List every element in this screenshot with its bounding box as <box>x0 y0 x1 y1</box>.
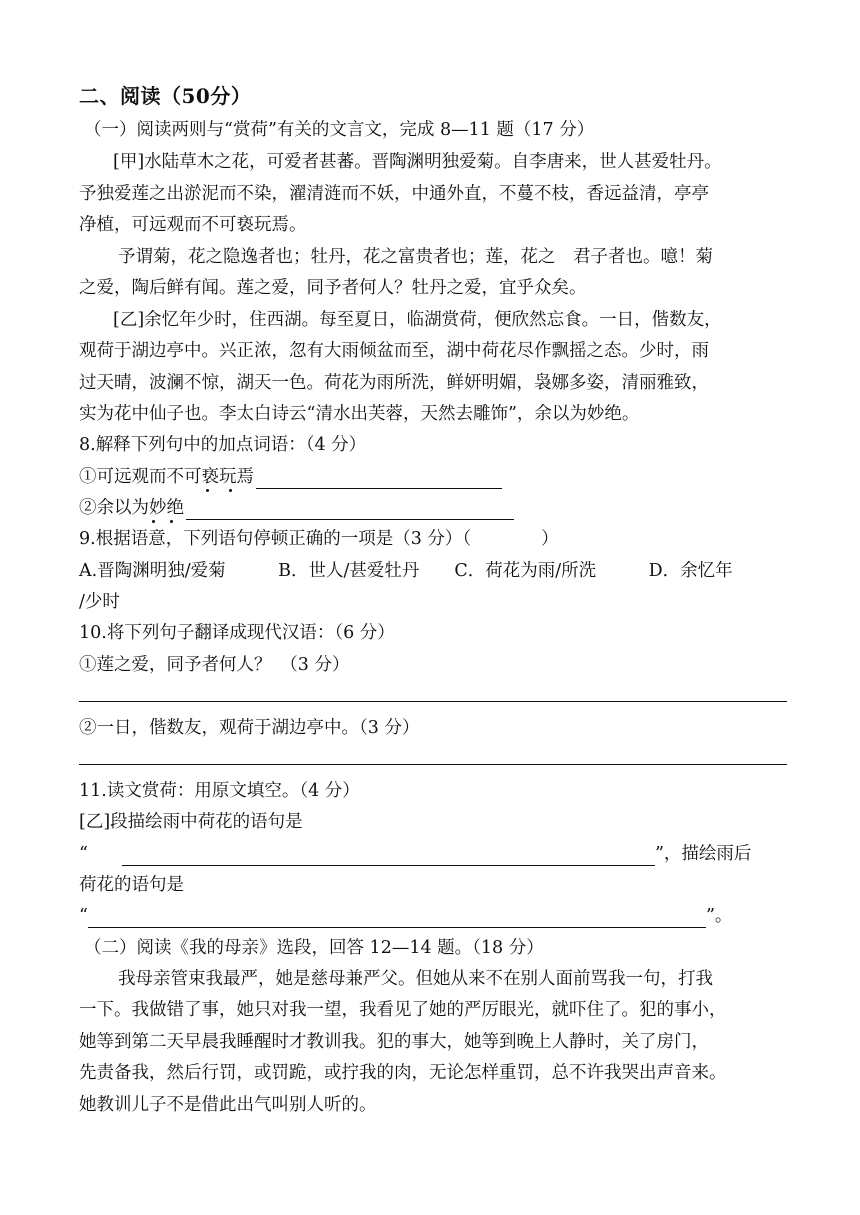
part1-intro: （一）阅读两则与“赏荷”有关的文言文，完成 8—11 题（17 分） <box>84 120 595 140</box>
q11-line-1: [乙]段描绘雨中荷花的语句是 <box>79 812 303 832</box>
q10-answer-a-line[interactable] <box>79 701 787 702</box>
part2-intro: （二）阅读《我的母亲》选段，回答 12—14 题。（18 分） <box>84 938 544 958</box>
open-quote: “ <box>79 844 88 864</box>
mother-line-2: 一下。我做错了事，她只对我一望，我看见了她的严厉眼光，就吓住了。犯的事小， <box>79 1000 727 1020</box>
yi-line-1: [乙]余忆年少时，住西湖。每至夏日，临湖赏荷，便欣然忘食。一日，偕数友， <box>113 310 722 330</box>
q10-item-b: ②一日，偕数友，观荷于湖边亭中。（3 分） <box>79 718 420 738</box>
q8-item-b <box>79 496 514 520</box>
jia-line-2: 予独爱莲之出淤泥而不染，濯清涟而不妖，中通外直，不蔓不枝，香远益清，亭亭 <box>79 184 709 204</box>
open-quote: “ <box>79 906 88 926</box>
q11-line-4-tail: ”。 <box>705 906 733 926</box>
q8-item-a <box>79 465 502 489</box>
yi-line-2: 观荷于湖边亭中。兴正浓，忽有大雨倾盆而至，湖中荷花尽作飘摇之态。少时，雨 <box>79 341 709 361</box>
q10-stem: 10.将下列句子翻译成现代汉语：（6 分） <box>79 623 395 643</box>
q8-stem: 8.解释下列句中的加点词语：（4 分） <box>79 435 367 455</box>
q11-line-2-tail: ”，描绘雨后 <box>654 844 752 864</box>
q11-line-3: 荷花的语句是 <box>79 875 184 895</box>
emphasis-dot <box>206 489 209 492</box>
mother-line-5: 她教训儿子不是借此出气叫别人听的。 <box>79 1095 377 1115</box>
q9-options: A.晋陶渊明独/爱菊 B．世人/甚爱牡丹 C．荷花为雨/所洗 D．余忆年 <box>79 561 733 581</box>
q9-stem: 9.根据语意，下列语句停顿正确的一项是（3 分）（ ） <box>79 529 559 549</box>
jia-line-4: 予谓菊，花之隐逸者也；牡丹，花之富贵者也；莲，花之 君子者也。噫！菊 <box>118 247 713 267</box>
emphasis-dot <box>170 520 173 523</box>
q10-item-a: ①莲之爱，同予者何人？ （3 分） <box>79 655 350 675</box>
yi-line-4: 实为花中仙子也。李太白诗云“清水出芙蓉，天然去雕饰”，余以为妙绝。 <box>79 404 640 424</box>
q11-line-2 <box>79 842 751 866</box>
section-heading: 二、阅读（50分） <box>79 84 252 108</box>
q8-item-b-text: ②余以为妙绝 <box>79 498 184 518</box>
q8-answer-a-blank[interactable] <box>256 470 502 489</box>
q10-answer-b-line[interactable] <box>79 764 787 765</box>
yi-line-3: 过天晴，波澜不惊，湖天一色。荷花为雨所洗，鲜妍明媚，袅娜多姿，清丽雅致， <box>79 373 709 393</box>
emphasis-dot <box>229 489 232 492</box>
q8-item-a-text: ①可远观而不可亵玩焉 <box>79 467 254 487</box>
jia-line-5: 之爱，陶后鲜有闻。莲之爱，同予者何人？牡丹之爱，宜乎众矣。 <box>79 278 587 298</box>
emphasis-dot <box>152 520 155 523</box>
q11-stem: 11.读文赏荷：用原文填空。（4 分） <box>79 781 360 801</box>
q9-options-wrap: /少时 <box>79 592 120 612</box>
q11-answer-2-blank[interactable] <box>88 909 706 928</box>
q8-answer-b-blank[interactable] <box>186 501 514 520</box>
q11-line-4 <box>79 904 732 928</box>
mother-line-1: 我母亲管束我最严，她是慈母兼严父。但她从来不在别人面前骂我一句，打我 <box>118 969 713 989</box>
jia-line-3: 净植，可远观而不可亵玩焉。 <box>79 215 307 235</box>
jia-line-1: [甲]水陆草木之花，可爱者甚蕃。晋陶渊明独爱菊。自李唐来，世人甚爱牡丹。 <box>113 152 722 172</box>
q11-answer-1-blank[interactable] <box>122 847 655 866</box>
mother-line-4: 先责备我，然后行罚，或罚跪，或拧我的肉，无论怎样重罚，总不许我哭出声音来。 <box>79 1063 727 1083</box>
mother-line-3: 她等到第二天早晨我睡醒时才教训我。犯的事大，她等到晚上人静时，关了房门， <box>79 1032 709 1052</box>
